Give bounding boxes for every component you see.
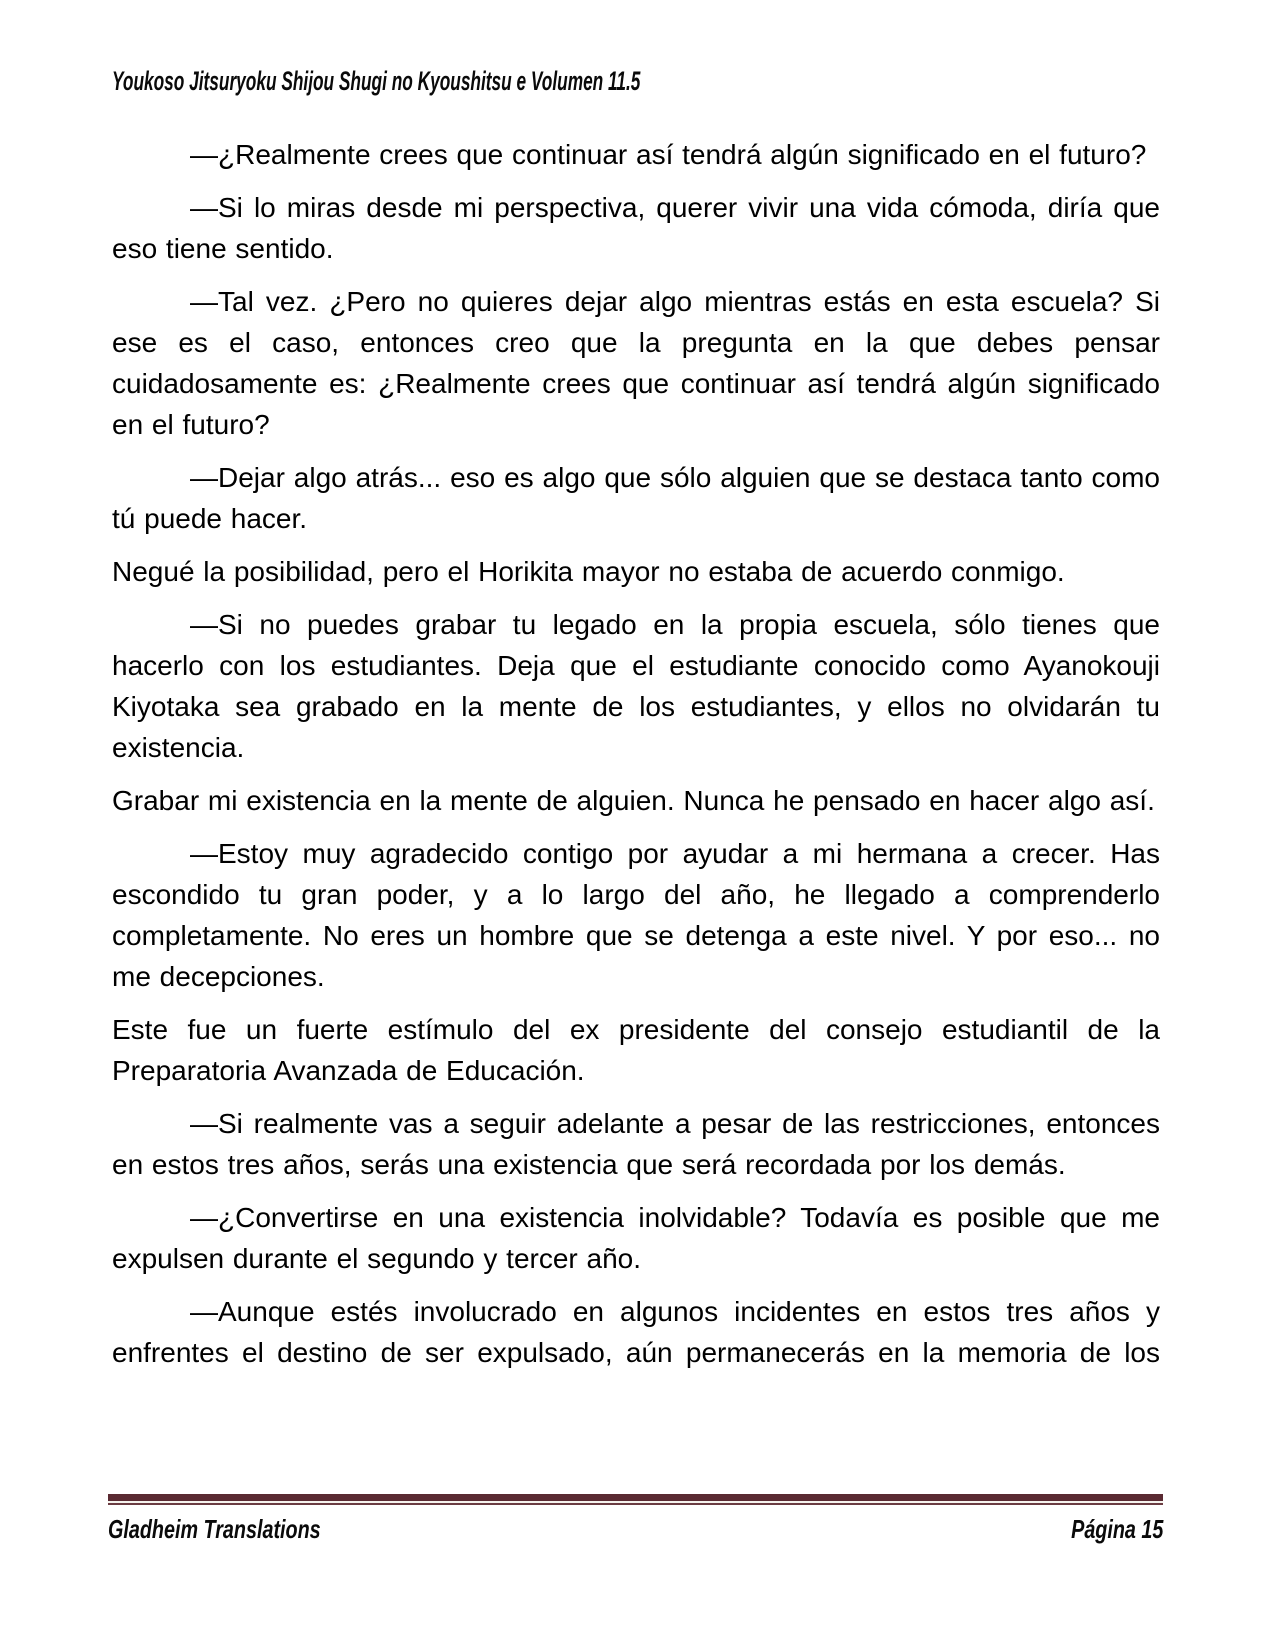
paragraph: —Aunque estés involucrado en algunos incidentes en estos tres años y enfrentes el destino de ser expulsado, aún permanecerás en la memoria de los	[112, 1296, 1160, 1368]
running-title: Youkoso Jitsuryoku Shijou Shugi no Kyoushitsu e Volumen 11.5	[112, 66, 641, 96]
page-header	[112, 66, 938, 97]
translator-credit: Gladheim Translations	[108, 1514, 321, 1544]
paragraph: —Dejar algo atrás... eso es algo que sólo alguien que se destaca tanto como tú puede hacer.	[112, 462, 1160, 534]
paragraph: —Tal vez. ¿Pero no quieres dejar algo mientras estás en esta escuela? Si ese es el caso, entonces creo que la pregunta en la que debes pensar cuidadosamente es: ¿Realmente crees que continuar así tendrá algún significado en el futuro?	[112, 286, 1160, 440]
footer-text-row	[108, 1514, 1163, 1545]
paragraph: —¿Realmente crees que continuar así tendrá algún significado en el futuro?	[190, 139, 1147, 170]
paragraph: —Estoy muy agradecido contigo por ayudar a mi hermana a crecer. Has escondido tu gran poder, y a lo largo del año, he llegado a comprenderlo completamente. No eres un hombre que se detenga a este nivel. Y por eso... no me decepciones.	[112, 838, 1160, 992]
paragraph: —¿Convertirse en una existencia inolvidable? Todavía es posible que me expulsen durante el segundo y tercer año.	[112, 1202, 1160, 1274]
paragraph: —Si lo miras desde mi perspectiva, querer vivir una vida cómoda, diría que eso tiene sentido.	[112, 192, 1160, 264]
paragraph: Grabar mi existencia en la mente de alguien. Nunca he pensado en hacer algo así.	[112, 785, 1155, 816]
page-number: Página 15	[1070, 1514, 1163, 1544]
page-footer	[108, 1494, 1163, 1545]
footer-divider-thick-line	[108, 1494, 1163, 1501]
paragraph: —Si realmente vas a seguir adelante a pesar de las restricciones, entonces en estos tres años, serás una existencia que será recordada por los demás.	[112, 1108, 1160, 1180]
paragraph: Negué la posibilidad, pero el Horikita mayor no estaba de acuerdo conmigo.	[112, 556, 1065, 587]
paragraph: —Si no puedes grabar tu legado en la propia escuela, sólo tienes que hacerlo con los estudiantes. Deja que el estudiante conocido como Ayanokouji Kiyotaka sea grabado en la mente de los estudiantes, y ellos no olvidarán tu existencia.	[112, 609, 1160, 763]
paragraph: Este fue un fuerte estímulo del ex presidente del consejo estudiantil de la Preparatoria Avanzada de Educación.	[112, 1014, 1160, 1086]
footer-divider-thin-line	[108, 1503, 1163, 1505]
page-body	[112, 134, 1160, 1385]
footer-divider	[108, 1494, 1163, 1505]
